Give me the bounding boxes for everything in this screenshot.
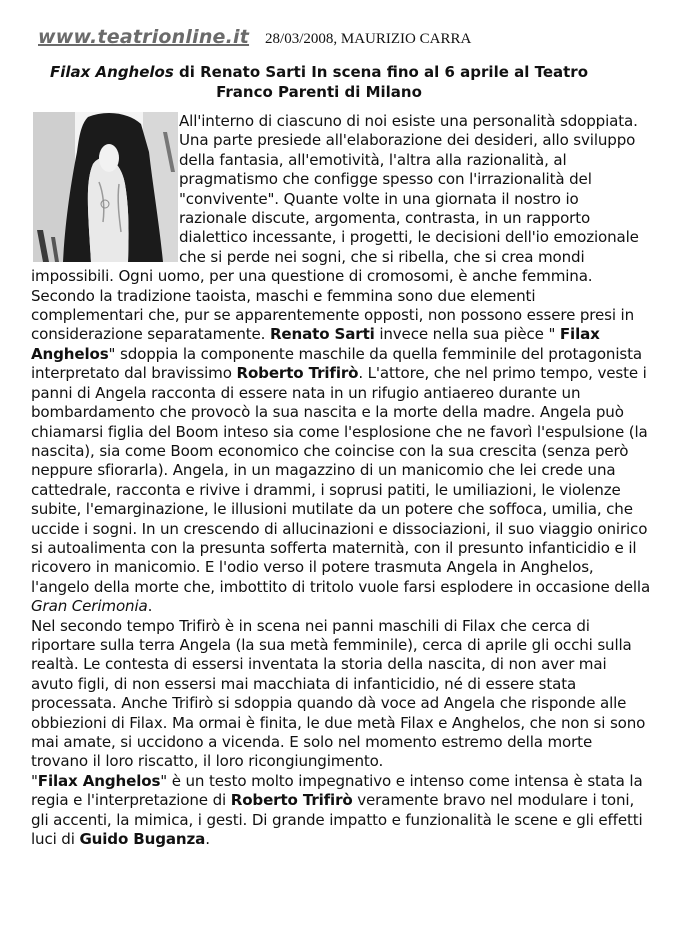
paragraph-1: All'interno di ciascuno di noi esiste una personalità sdoppiata. Una parte presiede all'elaborazione dei desideri, allo sviluppo della fantasia, all'emotività, l'altra alla razionalità, al pragmatismo che configge spesso con l'irrazionalità del "convivente". Quante volte in una giornata il nostro io razionale discute, argomenta, contrasta, in un rapporto dialettico incessante, i progetti, le decisioni dell'io emozionale che si perde nei sogni, che si ribella, che si crea mondi impossibili. Ogni uomo, per una questione di cromosomi, è anche femmina. xyxy=(31,112,639,286)
p4-text-a: " xyxy=(31,771,38,790)
p2-show-title: Filax Anghelos xyxy=(31,325,600,363)
p4-text-c: " è un testo molto impegnativo e intenso come intensa è stata la regia e l'interpretazione di xyxy=(31,771,643,810)
paragraph-4 xyxy=(31,772,651,850)
p4-lighting-designer: Guido Buganza xyxy=(79,830,206,849)
p4-text-g: . xyxy=(205,830,210,849)
illustration-spacer xyxy=(31,112,179,264)
p2-ceremony: Gran Cerimonia xyxy=(31,597,148,616)
site-link[interactable]: www.teatrionline.it xyxy=(38,26,250,48)
p4-actor-name: Roberto Trifirò xyxy=(230,791,353,810)
p2-text-e: " sdoppia la componente maschile da quella femminile del protagonista interpretato dal bravissimo xyxy=(31,344,642,383)
headline-line2: Franco Parenti di Milano xyxy=(216,83,422,101)
p2-author-name: Renato Sarti xyxy=(269,325,375,344)
article-headline xyxy=(24,62,614,102)
headline-show-title: Filax Anghelos xyxy=(49,63,174,81)
paragraph-3: Nel secondo tempo Trifirò è in scena nei panni maschili di Filax che cerca di riportare sulla terra Angela (la sua metà femminile), cerca di aprile gli occhi sulla realtà. Le contesta di essersi inventata la storia della nascita, di non aver mai avuto figli, di non essersi mai macchiata di infanticidio, né di essere stata processata. Anche Trifirò si sdoppia quando dà voce ad Angela che risponde alle obbiezioni di Filax. Ma ormai è finita, le due metà Filax e Anghelos, che non si sono mai amate, si uccidono a vicenda. E solo nel momento estremo della morte trovano il loro riscatto, il loro ricongiungimento. xyxy=(31,616,646,771)
headline-line1: di Renato Sarti In scena fino al 6 aprile al Teatro xyxy=(173,63,588,81)
article-body xyxy=(31,112,651,849)
p4-show-title: Filax Anghelos xyxy=(37,771,161,790)
dateline: 28/03/2008, MAURIZIO CARRA xyxy=(265,31,472,47)
p2-text-c: invece nella sua pièce " xyxy=(374,325,560,344)
masthead xyxy=(38,26,471,48)
paragraph-2 xyxy=(31,287,651,617)
p4-text-e: veramente bravo nel modulare i toni, gli accenti, la mimica, i gesti. Di grande impatto e funzionalità le scene e gli effetti luci di xyxy=(31,791,643,849)
p2-text-g: . L'attore, che nel primo tempo, veste i panni di Angela racconta di essere nata in un rifugio antiaereo durante un bombardamento che provocò la sua nascita e la morte della madre. Angela può chiamarsi figlia del Boom inteso sia come l'esplosione che ne favorì l'espulsione (la nascita), sia come Boom economico che coincise con la sua crescita (senza però neppure sfiorarla). Angela, in un magazzino di un manicomio che lei crede una cattedrale, racconta e rivive i drammi, i soprusi patiti, le umiliazioni, le violenze subite, l'emarginazione, le illusioni mutilate da un potere che soffoca, umilia, che uccide i sogni. In un crescendo di allucinazioni e dissociazioni, il suo viaggio onirico si autoalimenta con la presunta sofferta maternità, con il presunto infanticidio e il ricovero in manicomio. E l'odio verso il potere trasmuta Angela in Anghelos, l'angelo della morte che, imbottito di tritolo vuole farsi esplodere in occasione della xyxy=(31,364,651,596)
p2-text-i: . xyxy=(147,597,153,616)
p2-text-a: Secondo la tradizione taoista, maschi e femmina sono due elementi complementari che, pur se apparentemente opposti, non possono essere presi in considerazione separatamente. xyxy=(31,286,635,344)
p2-actor-name: Roberto Trifirò xyxy=(236,364,359,383)
